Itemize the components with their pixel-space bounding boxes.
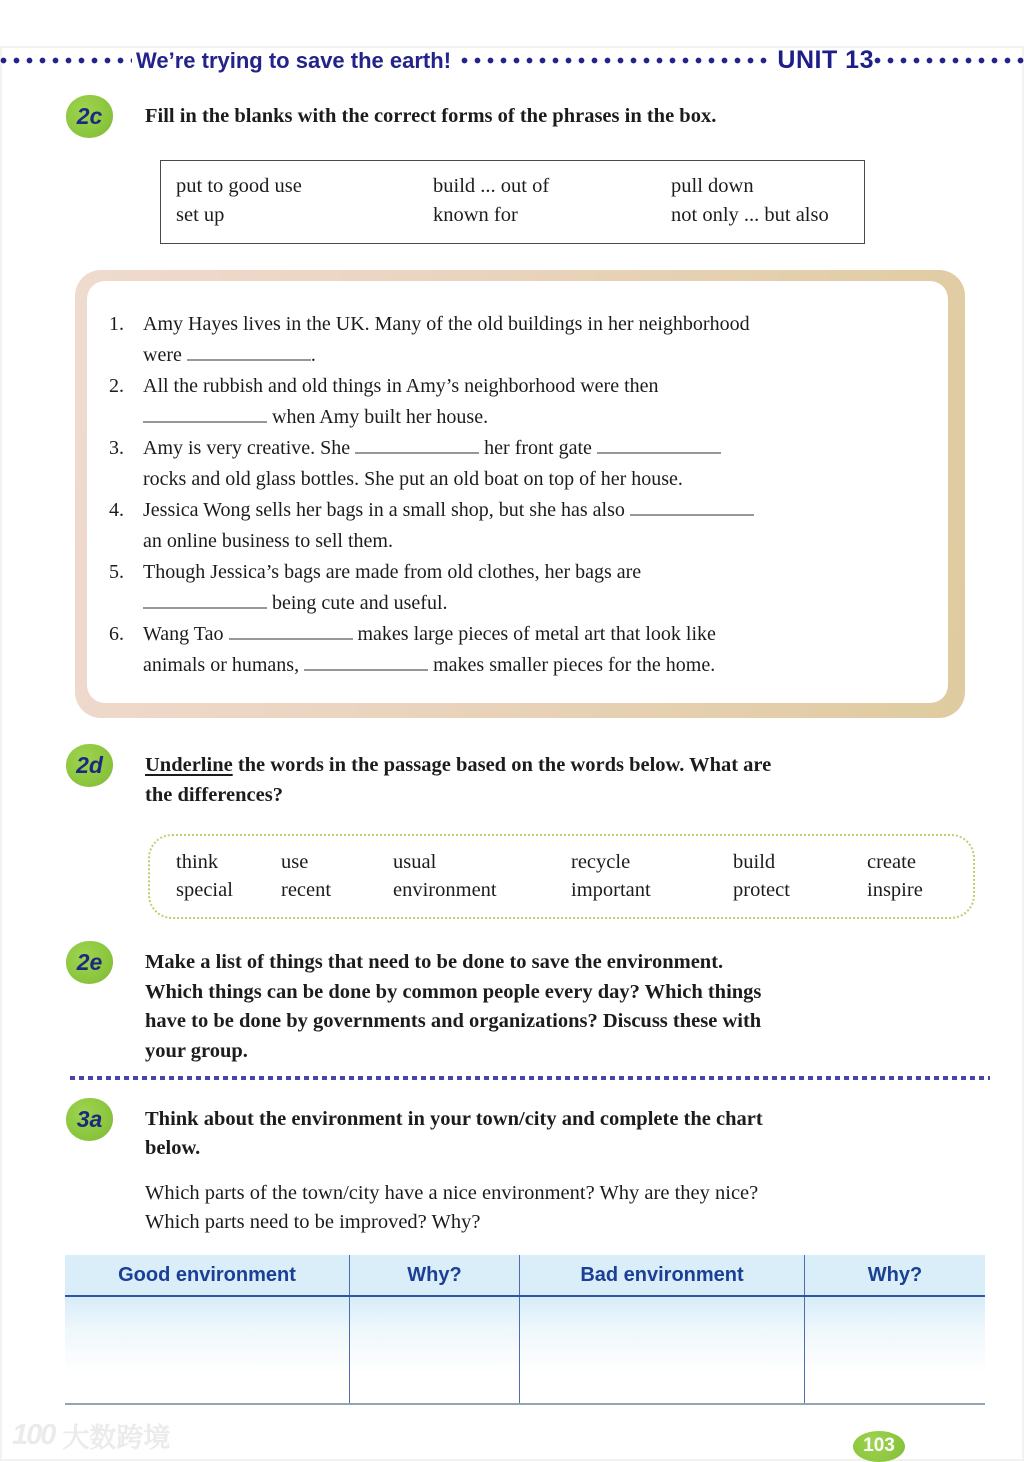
word-bank-box [148, 834, 975, 919]
sentence-5 [109, 557, 930, 619]
section-3a-question-line1: Which parts of the town/city have a nice environment? Why are they nice? [145, 1181, 759, 1204]
watermark-logo: 100 [12, 1419, 55, 1451]
word-item: usual [393, 851, 437, 873]
section-2e-instruction-line3: have to be done by governments and organizations? Discuss these with [145, 1010, 762, 1032]
chart-header-why-1: Why? [350, 1255, 520, 1295]
sentence-text: All the rubbish and old things in Amy’s neighborhood were then [143, 375, 659, 397]
sentence-text: were [143, 344, 187, 366]
page-number-badge: 103 [853, 1431, 905, 1462]
blank-line [355, 452, 479, 454]
word-item: recycle [571, 851, 631, 873]
phrase-item: put to good use [176, 175, 302, 197]
blank-line [143, 607, 267, 609]
section-2d-header [0, 744, 1024, 810]
sentence-text: being cute and useful. [267, 592, 448, 614]
word-item: build [733, 851, 776, 873]
word-item: think [176, 851, 219, 873]
blank-line [229, 638, 353, 640]
section-divider [70, 1076, 990, 1080]
sentence-4 [109, 495, 930, 557]
sentence-text: when Amy built her house. [267, 406, 489, 428]
blank-line [630, 514, 754, 516]
word-item: recent [281, 879, 332, 901]
phrase-item: not only ... but also [671, 204, 829, 226]
sentence-text: rocks and old glass bottles. She put an old boat on top of her house. [143, 468, 683, 490]
unit-number-label: UNIT 13 [777, 46, 874, 74]
sentence-text: makes large pieces of metal art that look like [352, 623, 716, 645]
textbook-page [0, 46, 1024, 1461]
word-item: create [867, 851, 916, 873]
header-dots-left [0, 57, 132, 64]
chart-header-good-environment: Good environment [65, 1255, 350, 1295]
section-2e-header [0, 941, 1024, 1066]
chart-header-why-2: Why? [805, 1255, 985, 1295]
sentence-number: 5. [109, 561, 124, 583]
chart-empty-cell [805, 1297, 985, 1403]
phrase-item: build ... out of [433, 175, 550, 197]
section-2e-instruction-line2: Which things can be done by common people every day? Which things [145, 980, 762, 1003]
blank-line [597, 452, 721, 454]
phrase-item: known for [433, 204, 518, 226]
section-2c-instruction: Fill in the blanks with the correct forms of the phrases in the box. [145, 105, 717, 127]
blank-line [143, 421, 267, 423]
section-2d-instruction-line2: the differences? [145, 783, 283, 806]
sentence-text: Amy is very creative. She [143, 437, 356, 459]
word-item: inspire [867, 879, 923, 901]
chart-empty-cell [65, 1297, 350, 1403]
section-badge-2c: 2c [66, 95, 113, 138]
chart-empty-cell [350, 1297, 520, 1403]
word-item: important [571, 879, 651, 901]
environment-chart [65, 1255, 985, 1405]
sentence-text: her front gate [479, 437, 597, 459]
section-2c-header [0, 95, 1024, 138]
sentence-3 [109, 433, 930, 495]
section-3a-instruction-line1: Think about the environment in your town/city and complete the chart [145, 1107, 763, 1130]
word-item: environment [393, 879, 497, 901]
sentence-text: Amy Hayes lives in the UK. Many of the old buildings in her neighborhood [143, 313, 750, 335]
page-header [0, 46, 1024, 75]
sentence-6 [109, 619, 930, 681]
unit-title: We’re trying to save the earth! [136, 47, 452, 73]
blank-line [304, 669, 428, 671]
section-2e-instruction-line4: your group. [145, 1039, 248, 1062]
chart-empty-cell [520, 1297, 805, 1403]
sentence-number: 6. [109, 623, 124, 645]
chart-header-row [65, 1255, 985, 1297]
chart-header-bad-environment: Bad environment [520, 1255, 805, 1295]
sentence-text: Though Jessica’s bags are made from old clothes, her bags are [143, 561, 642, 583]
sentence-text: . [310, 344, 316, 366]
sentence-text: animals or humans, [143, 654, 305, 676]
section-badge-2e: 2e [66, 941, 113, 984]
section-badge-3a: 3a [66, 1098, 113, 1141]
section-2e-instruction-line1: Make a list of things that need to be done to save the environment. [145, 951, 724, 973]
sentence-number: 3. [109, 437, 124, 459]
blank-line [187, 359, 311, 361]
watermark [12, 1416, 170, 1455]
phrase-item: set up [176, 204, 225, 226]
word-item: special [176, 879, 233, 901]
watermark-text: 大数跨境 [62, 1423, 171, 1453]
underline-word: Underline [145, 754, 233, 776]
header-dots-right [874, 57, 1024, 64]
word-item: protect [733, 879, 790, 901]
sentence-number: 2. [109, 375, 124, 397]
header-dots-middle [461, 57, 767, 64]
word-item: use [281, 851, 309, 873]
phrase-bank-box [160, 160, 865, 244]
sentence-1 [109, 309, 930, 371]
sentence-text: Wang Tao [143, 623, 229, 645]
sentence-2 [109, 371, 930, 433]
chart-body-row [65, 1297, 985, 1405]
section-badge-2d: 2d [66, 744, 113, 787]
sentence-number: 4. [109, 499, 124, 521]
exercise-card [75, 270, 965, 718]
sentence-text: Jessica Wong sells her bags in a small shop, but she has also [143, 499, 630, 521]
sentence-text: makes smaller pieces for the home. [428, 654, 716, 676]
phrase-item: pull down [671, 175, 754, 197]
section-3a-instruction-line2: below. [145, 1137, 201, 1159]
sentence-text: an online business to sell them. [143, 530, 393, 552]
sentence-number: 1. [109, 313, 124, 335]
section-3a-question-line2: Which parts need to be improved? Why? [145, 1210, 481, 1233]
section-2d-instruction: the words in the passage based on the words below. What are [232, 754, 772, 776]
section-3a-header [0, 1098, 1024, 1237]
